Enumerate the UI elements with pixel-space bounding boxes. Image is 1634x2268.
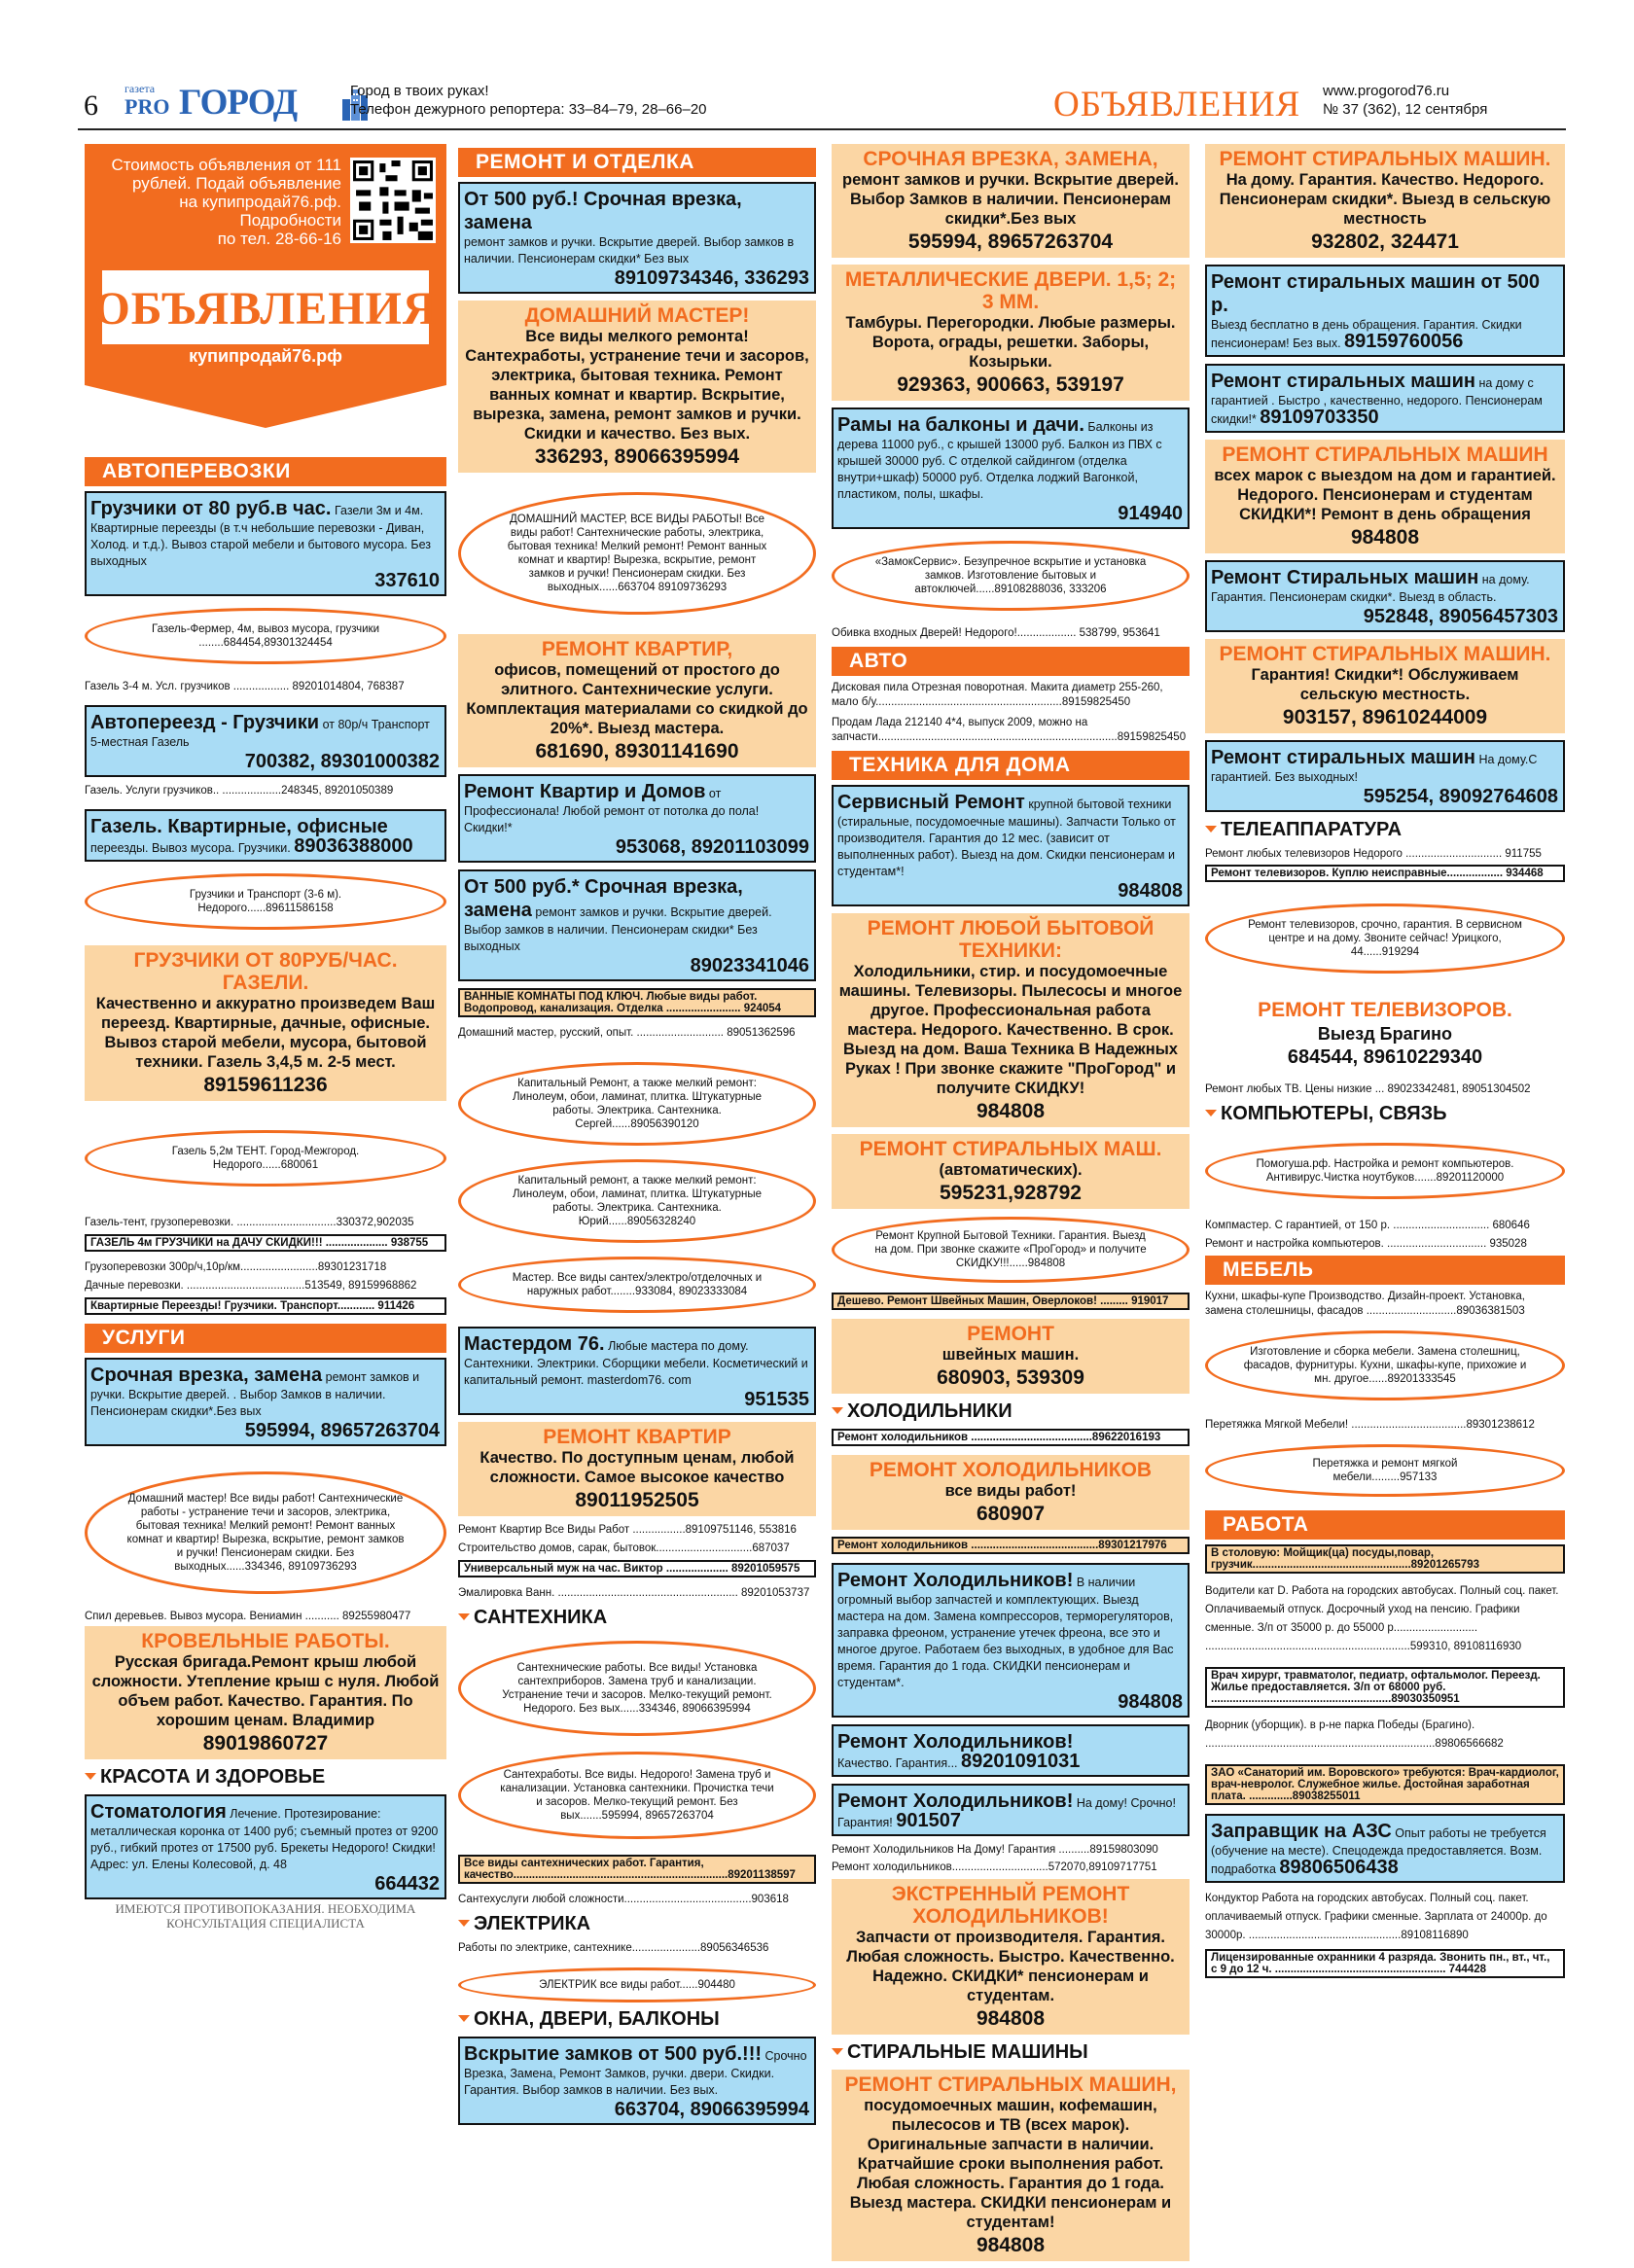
ad-oval: Изготовление и сборка мебели. Замена столешниц, фасадов, фурнитуры. Кухни, шкафы-купе, прихожие и мн. другое......89201333545 bbox=[1205, 1330, 1565, 1400]
ad-boxline: Ремонт холодильников .........................................89301217976 bbox=[832, 1537, 1190, 1554]
newspaper-logo bbox=[124, 82, 337, 124]
section-tehnika: ТЕХНИКА ДЛЯ ДОМА bbox=[832, 751, 1190, 780]
section-holodilniki: ХОЛОДИЛЬНИКИ bbox=[832, 1400, 1190, 1423]
ad-beige: РЕМОНТ швейных машин. 680903, 539309 bbox=[832, 1319, 1190, 1394]
ad-line: Спил деревьев. Вывоз мусора. Вениамин ........... 89255980477 bbox=[85, 1611, 411, 1622]
ad-line: Дисковая пила Отрезная поворотная. Макита диаметр 255-260, мало б/у............................................................89159825450 bbox=[832, 682, 1163, 708]
ad-boxline: Все виды сантехнических работ. Гарантия, качество.....................................................................89201138597 bbox=[458, 1855, 816, 1884]
section-santehnika: САНТЕХНИКА bbox=[458, 1607, 816, 1629]
section-kompyutery: КОМПЬЮТЕРЫ, СВЯЗЬ bbox=[1205, 1103, 1565, 1125]
medical-disclaimer: ИМЕЮТСЯ ПРОТИВОПОКАЗАНИЯ. НЕОБХОДИМА КОНСУЛЬТАЦИЯ СПЕЦИАЛИСТА bbox=[115, 1901, 416, 1931]
ad-oval: ДОМАШНИЙ МАСТЕР, ВСЕ ВИДЫ РАБОТЫ! Все виды работ! Сантехнические работы, электрика, бытовая техника! Мелкий ремонт! Ремонт ванных комнат и квартир! Вырезка, вскрытие, ремонт замков и ручки! Пенсионерам скидки. Без выходных......663704 89109736293 bbox=[458, 492, 816, 615]
ad-line: Работы по электрике, сантехнике......................89056346536 bbox=[458, 1942, 769, 1954]
ad-box: Ремонт Холодильников! Качество. Гарантия... 89201091031 bbox=[832, 1724, 1190, 1777]
ad-line: Газель 3-4 м. Усл. грузчиков .................. 89201014804, 768387 bbox=[85, 681, 405, 692]
ad-beige: РЕМОНТ КВАРТИР, офисов, помещений от простого до элитного. Сантехнические услуги. Комплектация материалами со скидкой до 20%*. Выезд мастера. 681690, 89301141690 bbox=[458, 634, 816, 767]
ad-oval: Сантехработы. Все виды. Недорого! Замена труб и канализации. Установка сантехники. Прочистка течи и засоров. Мелко-текущий ремонт. Без вых.......595994, 89657263704 bbox=[458, 1752, 816, 1839]
ad-beige: СРОЧНАЯ ВРЕЗКА, ЗАМЕНА, ремонт замков и ручки. Вскрытие дверей. Выбор Замков в наличии. Пенсионерам скидки*.Без вых 595994, 89657263704 bbox=[832, 144, 1190, 258]
ad-oval: Газель 5,2м ТЕНТ. Город-Межгород. Недорого......680061 bbox=[85, 1130, 446, 1187]
ad-line: Ремонт Холодильников На Дому! Гарантия ..........89159803090 bbox=[832, 1844, 1158, 1856]
ad-white: РЕМОНТ ТЕЛЕВИЗОРОВ. Выезд Брагино 684544, 89610229340 bbox=[1258, 999, 1512, 1068]
page-number: 6 bbox=[84, 89, 98, 122]
ad-boxline: Лицензированные охранники 4 разряда. Звонить пн., вт., чт., с 9 до 12 ч. ....................................................... 744428 bbox=[1205, 1949, 1565, 1978]
ad-line: Домашний мастер, русский, опыт. ............................ 89051362596 bbox=[458, 1027, 796, 1039]
section-autoperevozki: АВТОПЕРЕВОЗКИ bbox=[85, 457, 446, 486]
ad-boxline: Ремонт телевизоров. Куплю неисправные.................. 934468 bbox=[1205, 865, 1565, 882]
ad-box: Рамы на балконы и дачи. Балконы из дерева 11000 руб., с крышей 13000 руб. Балкон из ПВХ с крышей 30000 руб. С отделкой сайдингом (отделка внутри+шкаф) 50000 руб. Отделка лоджий Вагонкой, пластиком, полы, шкафы. 914940 bbox=[832, 408, 1190, 529]
promo-text: Стоимость объявления от 111 рублей. Подай объявление на купипродай76.рф. Подробности по тел. 28-66-16 bbox=[111, 156, 341, 248]
ad-box: Ремонт Холодильников! В наличии огромный выбор запчастей и комплектующих. Выезд мастера на дом. Замена компрессоров, терморегуляторов, заправка фреоном, устранение утечек фреона, все это и многое другое. Работаем без выходных, в удобное для Вас время. Гарантия до 1 года. СКИДКИ пенсионерам и студентам*. 984808 bbox=[832, 1563, 1190, 1718]
ad-beige: МЕТАЛЛИЧЕСКИЕ ДВЕРИ. 1,5; 2; 3 ММ. Тамбуры. Перегородки. Любые размеры. Ворота, ограды, решетки. Заборы, Козырьки. 929363, 900663, 539197 bbox=[832, 265, 1190, 401]
ad-line: Сантехуслуги любой сложности.........................................903618 bbox=[458, 1894, 789, 1905]
ad-boxline: ГАЗЕЛЬ 4м ГРУЗЧИКИ на ДАЧУ СКИДКИ!!! .................... 938755 bbox=[85, 1234, 446, 1252]
section-stiralnye: СТИРАЛЬНЫЕ МАШИНЫ bbox=[832, 2041, 1190, 2064]
ad-oval: Мастер. Все виды сантех/электро/отделочных и наружных работ........933084, 89023333084 bbox=[458, 1257, 816, 1313]
issue-number: № 37 (362), 12 сентября bbox=[1323, 101, 1488, 118]
ad-line: Ремонт и настройка компьютеров. ................................ 935028 bbox=[1205, 1238, 1527, 1250]
column-3 bbox=[832, 144, 1190, 2268]
ad-line: Перетяжка Мягкой Мебели! .....................................89301238612 bbox=[1205, 1419, 1535, 1431]
ad-beige: РЕМОНТ ЛЮБОЙ БЫТОВОЙ ТЕХНИКИ: Холодильники, стир. и посудомоечные машины. Телевизоры. Пылесосы и многое другое. Профессиональная работа мастера. Недорого. Качественно. В срок. Выезд на дом. Ваша Техника В Надежных Руках ! При звонке скажите "ПроГород" и получите СКИДКУ! 984808 bbox=[832, 913, 1190, 1127]
ad-line: Дворник (уборщик). в р-не парка Победы (Брагино). ..........................................................................89806566682 bbox=[1205, 1719, 1504, 1750]
page-header bbox=[78, 76, 1566, 130]
ad-box: Грузчики от 80 руб.в час. Газели 3м и 4м. Квартирные переезды (в т.ч небольшие перевозки - Диван, Холод. и т.д.). Вывоз старой мебели и бытового мусора. Без выходных 337610 bbox=[85, 491, 446, 596]
column-2 bbox=[458, 144, 816, 2132]
ad-boxline: ЗАО «Санаторий им. Воровского» требуются: Врач-кардиолог, врач-невролог. Служебное жилье. Достойная заработная плата. ..............89038255011 bbox=[1205, 1764, 1565, 1805]
ad-line: Обивка входных Дверей! Недорого!................... 538799, 953641 bbox=[832, 627, 1160, 639]
ad-beige: РЕМОНТ ХОЛОДИЛЬНИКОВ все виды работ! 680907 bbox=[832, 1455, 1190, 1530]
ad-boxline: Универсальный муж на час. Виктор .................... 89201059575 bbox=[458, 1560, 816, 1577]
ad-beige: РЕМОНТ СТИРАЛЬНЫХ МАШИН. Гарантия! Скидки*! Обслуживаем сельскую местность. 903157, 89610244009 bbox=[1205, 639, 1565, 733]
ad-box: Ремонт Холодильников! На дому! Срочно! Гарантия! 901507 bbox=[832, 1784, 1190, 1836]
ad-oval: Капитальный Ремонт, а также мелкий ремонт: Линолеум, обои, ламинат, плитка. Штукатурные работы. Электрика. Сантехника. Сергей......89056390120 bbox=[458, 1062, 816, 1146]
ad-oval: Перетяжка и ремонт мягкой мебели.........957133 bbox=[1205, 1444, 1565, 1497]
ad-beige: РЕМОНТ СТИРАЛЬНЫХ МАШИН всех марок с выездом на дом и гарантией. Недорого. Пенсионерам и студентам СКИДКИ*! Ремонт в день обращения 984808 bbox=[1205, 440, 1565, 553]
ad-line: Грузоперевозки 300р/ч,10р/км.........................89301231718 bbox=[85, 1261, 387, 1273]
ad-oval: Помогуша.рф. Настройка и ремонт компьютеров. Антивирус.Чистка ноутбуков.......89201120000 bbox=[1205, 1143, 1565, 1199]
ad-beige: ГРУЗЧИКИ ОТ 80РУБ/ЧАС. ГАЗЕЛИ. Качественно и аккуратно произведем Ваш переезд. Квартирные, дачные, офисные. Вывоз старой мебели, мусора, бытовой техники. Газель 3,4,5 м. 2-5 мест. 89159611236 bbox=[85, 945, 446, 1101]
ad-box: От 500 руб.* Срочная врезка, замена ремонт замков и ручки. Вскрытие дверей. Выбор замков в наличии. Пенсионерам скидки* Без выходных 89023341046 bbox=[458, 869, 816, 981]
ad-box: Ремонт стиральных машин от 500 р. Выезд бесплатно в день обращения. Гарантия. Скидки пенсионерам! Без вых. 89159760056 bbox=[1205, 265, 1565, 357]
ad-beige: РЕМОНТ СТИРАЛЬНЫХ МАШ. (автоматических). 595231,928792 bbox=[832, 1134, 1190, 1209]
ad-box: Ремонт стиральных машин На дому.С гарантией. Без выходных! 595254, 89092764608 bbox=[1205, 740, 1565, 812]
qr-code-icon[interactable] bbox=[350, 158, 436, 243]
ad-oval: ЭЛЕКТРИК все виды работ......904480 bbox=[458, 1967, 816, 2002]
ad-beige: РЕМОНТ СТИРАЛЬНЫХ МАШИН, посудомоечных машин, кофемашин, пылесосов и ТВ (всех марок). Оригинальные запчасти в наличии. Кратчайшие сроки выполнения работ. Любая сложность. Гарантия до 1 года. Выезд мастера. СКИДКИ пенсионерам и студентам! 984808 bbox=[832, 2070, 1190, 2261]
ad-line: Ремонт любых ТВ. Цены низкие ... 89023342481, 89051304502 bbox=[1205, 1083, 1531, 1095]
section-rabota: РАБОТА bbox=[1205, 1510, 1565, 1540]
promo-url[interactable]: купипродай76.рф bbox=[189, 346, 342, 366]
logo-pro: газета PRO bbox=[124, 82, 170, 119]
ad-boxline: В столовую: Мойщик(ца) посуды,повар, грузчик...................................................89201265793 bbox=[1205, 1544, 1565, 1574]
ad-line: Эмалировка Ванн. .......................................................... 89201053737 bbox=[458, 1587, 810, 1599]
ad-box: Ремонт Стиральных машин на дому. Гарантия. Пенсионерам скидки*. Выезд в область. 952848, 89056457303 bbox=[1205, 560, 1565, 632]
ad-boxline: Ремонт холодильников .......................................89622016193 bbox=[832, 1429, 1190, 1446]
section-title: ОБЪЯВЛЕНИЯ bbox=[1053, 85, 1301, 124]
ad-box: От 500 руб.! Срочная врезка, замена ремонт замков и ручки. Вскрытие дверей. Выбор замков в наличии. Пенсионерам скидки* Без вых 89109734346, 336293 bbox=[458, 182, 816, 294]
ad-line: Ремонт любых телевизоров Недорого ............................... 911755 bbox=[1205, 848, 1542, 860]
ad-oval: Сантехнические работы. Все виды! Установка сантехприборов. Замена труб и канализации. Устранение течи и засоров. Мелко-текущий ремонт. Недорого. Без вых......334346, 89066395994 bbox=[458, 1641, 816, 1736]
section-remont: РЕМОНТ И ОТДЕЛКА bbox=[458, 148, 816, 177]
ad-boxline: Квартирные Переезды! Грузчики. Транспорт............ 911426 bbox=[85, 1297, 446, 1315]
ad-line: Кондуктор Работа на городских автобусах. Полный соц. пакет. оплачиваемый отпуск. Графики сменные. Зарплата от 24000р. до 30000р. .................................................89108116890 bbox=[1205, 1893, 1547, 1941]
ad-box: Ремонт стиральных машин на дому с гарантией . Быстро , качественно, недорого. Пенсионерам скидки!* 89109703350 bbox=[1205, 364, 1565, 433]
ad-boxline: Врач хирург, травматолог, педиатр, офтальмолог. Переезд. Жилье предоставляется. З/п от 68000 руб. ..........................................................89030350951 bbox=[1205, 1667, 1565, 1708]
logo-gorod: ГОРОД bbox=[179, 83, 298, 123]
section-okna: ОКНА, ДВЕРИ, БАЛКОНЫ bbox=[458, 2008, 816, 2031]
section-teleapparatura: ТЕЛЕАППАРАТУРА bbox=[1205, 819, 1565, 841]
ad-oval: Ремонт телевизоров, срочно, гарантия. В сервисном центре и на дому. Звоните сейчас! Урицкого, 44......919294 bbox=[1205, 904, 1565, 974]
promo-banner bbox=[85, 144, 446, 436]
ad-box: Заправщик на АЗС Опыт работы не требуется (обучение на месте). Спецодежда предоставляется. Возм. подработка 89806506438 bbox=[1205, 1814, 1565, 1883]
ad-line: Строительство домов, сарак, бытовок...............................687037 bbox=[458, 1542, 790, 1554]
ad-line: Компмастер. С гарантией, от 150 р. ............................... 680646 bbox=[1205, 1220, 1530, 1231]
section-avto: АВТО bbox=[832, 647, 1190, 676]
ad-box: Сервисный Ремонт крупной бытовой техники (стиральные, посудомоечные машины). Запчасти Только от производителя. Гарантия до 12 мес. (зависит от выполненных работ). Выезд на дом. Скидки пенсионерам и студентам*! 984808 bbox=[832, 785, 1190, 906]
section-uslugi: УСЛУГИ bbox=[85, 1324, 446, 1353]
ad-beige: ЭКСТРЕННЫЙ РЕМОНТ ХОЛОДИЛЬНИКОВ! Запчасти от производителя. Гарантия. Любая сложность. Быстро. Качественно. Надежно. СКИДКИ* пенсионерам и студентам. 984808 bbox=[832, 1879, 1190, 2035]
ad-line: Ремонт Квартир Все Виды Работ .................89109751146, 553816 bbox=[458, 1524, 797, 1536]
section-mebel: МЕБЕЛЬ bbox=[1205, 1256, 1565, 1285]
ad-beige: РЕМОНТ СТИРАЛЬНЫХ МАШИН. На дому. Гарантия. Качество. Недорого. Пенсионерам скидки*. Выезд в сельскую местность 932802, 324471 bbox=[1205, 144, 1565, 258]
ad-box: Ремонт Квартир и Домов от Профессионала! Любой ремонт от потолка до пола! Скидки!* 953068, 89201103099 bbox=[458, 774, 816, 863]
ad-box: Автопереезд - Грузчики от 80р/ч Транспорт 5-местная Газель 700382, 89301000382 bbox=[85, 705, 446, 777]
ad-box: Стоматология Лечение. Протезирование: металлическая коронка от 1400 руб; съемный протез от 9200 руб., гибкий протез от 17500 руб. Брекеты Недорого! Скидки! Адрес: ул. Елены Колесовой, д. 48 664432 bbox=[85, 1794, 446, 1899]
section-krasota: КРАСОТА И ЗДОРОВЬЕ bbox=[85, 1766, 446, 1789]
promo-title: ОБЪЯВЛЕНИЯ bbox=[93, 283, 438, 335]
ad-boxline: Дешево. Ремонт Швейных Машин, Оверлоков! ......... 919017 bbox=[832, 1293, 1190, 1310]
ad-box: Мастердом 76. Любые мастера по дому. Сантехники. Электрики. Сборщики мебели. Косметический и капитальный ремонт. masterdom76. com 951535 bbox=[458, 1327, 816, 1415]
ad-oval: Грузчики и Транспорт (3-6 м). Недорого......89611586158 bbox=[85, 873, 446, 930]
ad-line: Газель-тент, грузоперевозки. ................................330372,902035 bbox=[85, 1217, 414, 1228]
ad-line: Ремонт холодильников...............................572070,89109717751 bbox=[832, 1861, 1157, 1873]
column-4 bbox=[1205, 144, 1565, 1987]
column-1 bbox=[85, 144, 446, 1931]
ad-oval: Капитальный ремонт, а также мелкий ремонт: Линолеум, обои, ламинат, плитка. Штукатурные работы. Электрика. Сантехника. Юрий......89056328240 bbox=[458, 1159, 816, 1243]
ad-box: Срочная врезка, замена ремонт замков и ручки. Вскрытие дверей. . Выбор Замков в наличии. Пенсионерам скидки*.Без вых 595994, 89657263704 bbox=[85, 1358, 446, 1446]
ad-oval: Ремонт Крупной Бытовой Техники. Гарантия. Выезд на дом. При звонке скажите «ПроГород» и получите СКИДКУ!!!......984808 bbox=[832, 1217, 1190, 1283]
site-url[interactable]: www.progorod76.ru bbox=[1323, 83, 1450, 99]
ad-beige: КРОВЕЛЬНЫЕ РАБОТЫ. Русская бригада.Ремонт крыш любой сложности. Утепление крыш с нуля. Любой объем работ. Качество. Гарантия. По хорошим ценам. Владимир 89019860727 bbox=[85, 1626, 446, 1759]
ad-beige: ДОМАШНИЙ МАСТЕР! Все виды мелкого ремонта! Сантехработы, устранение течи и засоров, электрика, бытовая техника. Ремонт ванных комнат и квартир. Вскрытие, вырезка, замена, ремонт замков и ручки. Скидки и качество. Без вых. 336293, 89066395994 bbox=[458, 301, 816, 473]
ad-line: Кухни, шкафы-купе Производство. Дизайн-проект. Установка, замена столешницы, фасадов .............................89036381503 bbox=[1205, 1291, 1525, 1317]
ad-line: Дачные перевозки. ......................................513549, 89159968862 bbox=[85, 1280, 417, 1292]
ad-box: Газель. Квартирные, офисные переезды. Вывоз мусора. Грузчики. 89036388000 bbox=[85, 809, 446, 862]
ad-line: Водители кат D. Работа на городских автобусах. Полный соц. пакет. Оплачиваемый отпуск. Досрочный уход на пенсию. Графики сменные. З/п от 35000 р. до 55000 р........................... ..................................................................599310, 89108116930 bbox=[1205, 1585, 1559, 1652]
ad-oval: Газель-Фермер, 4м, вывоз мусора, грузчики ........684454,89301324454 bbox=[85, 608, 446, 664]
section-elektrika: ЭЛЕКТРИКА bbox=[458, 1913, 816, 1935]
slogan: Город в твоих руках! Телефон дежурного репортера: 33–84–79, 28–66–20 bbox=[350, 83, 707, 118]
ad-oval: «ЗамокСервис». Безупречное вскрытие и установка замков. Изготовление бытовых и автоключей......89108288036, 333206 bbox=[832, 541, 1190, 611]
site-info bbox=[1323, 82, 1487, 119]
ad-line: Продам Лада 212140 4*4, выпуск 2009, можно на запчасти.............................................................................89159825450 bbox=[832, 717, 1187, 743]
ad-line: Газель. Услуги грузчиков.. ...................248345, 89201050389 bbox=[85, 785, 394, 797]
ad-boxline: ВАННЫЕ КОМНАТЫ ПОД КЛЮЧ. Любые виды работ. Водопровод, канализация. Отделка ........................ 924054 bbox=[458, 988, 816, 1017]
ad-box: Вскрытие замков от 500 руб.!!! Срочно Врезка, Замена, Ремонт Замков, ручки. двери. Скидки. Гарантия. Выбор замков в наличии. Без вых. 663704, 89066395994 bbox=[458, 2037, 816, 2125]
ad-oval: Домашний мастер! Все виды работ! Сантехнические работы - устранение течи и засоров, электрика, бытовая техника! Мелкий ремонт! Ремонт ванных комнат и квартир! Вырезка, вскрытие, ремонт замков и ручки! Пенсионерам скидки. Без выходных......334346, 89109736293 bbox=[85, 1471, 446, 1594]
ad-beige: РЕМОНТ КВАРТИР Качество. По доступным ценам, любой сложности. Самое высокое качество 89011952505 bbox=[458, 1422, 816, 1516]
